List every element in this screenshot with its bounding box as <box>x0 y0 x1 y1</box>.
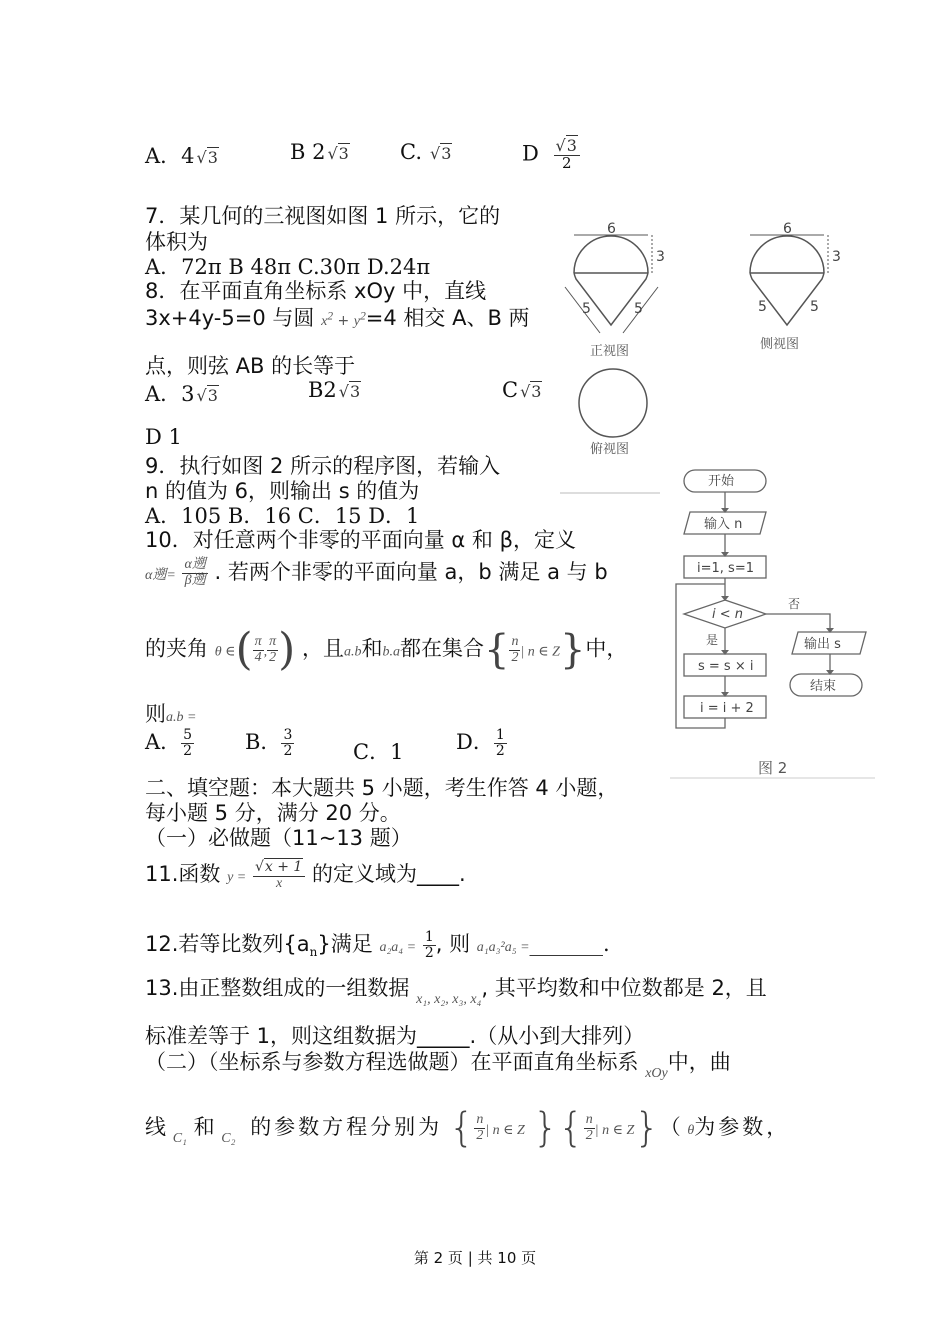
q7-line1: 7．某几何的三视图如图 1 所示，它的 <box>145 204 501 228</box>
q6-option-d: D $\frac{√3}{2}$ <box>522 138 580 172</box>
q10-definition: α遡= $\frac{\text{α遡}}{\text{β遡}}$ . 若两个非零的平面向量 a，b 满足 a 与 b <box>145 557 608 588</box>
front-view-label: 正视图 <box>590 344 630 359</box>
q10-angle-line: 的夹角 θ ∈( $\frac{\pi}{4}$ , $\frac{\pi}{2}$ ) ，且a.b和b.a都在集合{ $\frac{n}{2}$ | n ∈ Z}中， <box>145 624 628 675</box>
top-view-label: 俯视图 <box>590 442 630 457</box>
q10-option-d: D． $\frac{1}{2}$ <box>456 727 505 759</box>
fig1-dim-6-side: 6 <box>783 221 792 237</box>
q7-options: A．72π B 48π C.30π D.24π <box>145 255 431 279</box>
page-footer: 第 2 页 | 共 10 页 <box>413 1249 537 1267</box>
fig1-dim-3-side: 3 <box>832 249 841 265</box>
q10-option-b: B． $\frac{3}{2}$ <box>245 727 293 759</box>
section2-required: （一）必做题（11~13 题） <box>145 826 412 850</box>
q9-line1: 9．执行如图 2 所示的程序图，若输入 <box>145 454 501 478</box>
flow-no-label: 否 <box>788 597 801 611</box>
q8-option-b: B2 √3 <box>308 378 361 402</box>
fig1-dim-5-front-right: 5 <box>634 301 643 317</box>
fig1-dim-5-front-left: 5 <box>582 301 591 317</box>
q8-line1: 8．在平面直角坐标系 xOy 中，直线 <box>145 279 487 303</box>
q9-options: A．105 B．16 C．15 D．1 <box>145 504 420 528</box>
q8-option-d: D 1 <box>145 425 182 449</box>
q11: 11.函数 y = $\frac{√x + 1}{x}$ 的定义域为____. <box>145 858 466 891</box>
front-view-semicircle <box>574 236 648 273</box>
fig1-dim-5-side-right: 5 <box>810 299 819 315</box>
q13-line1: 13.由正整数组成的一组数据 $_{x_1, x_2, x_3, x_4}$, 其平均数和中位数都是 2，且 <box>145 976 767 1007</box>
q8-option-c: C √3 <box>502 378 542 402</box>
q13-line2: 标准差等于 1，则这组数据为_____.（从小到大排列） <box>145 1024 645 1048</box>
flow-calc-label: s = s × i <box>698 659 754 674</box>
top-view-circle <box>579 369 647 437</box>
flow-output-label: 输出 s <box>804 637 841 652</box>
flow-input-label: 输入 n <box>704 517 743 532</box>
flowchart-figure <box>670 460 880 780</box>
fig1-dim-6-front: 6 <box>607 221 616 237</box>
q12: 12.若等比数列$\{a_n\}$满足 a₂a₄ = $\frac{1}{2}$ , 则 a₁a₃²a₅ =_______. <box>145 929 610 961</box>
q10-line1: 10．对任意两个非零的平面向量 α 和 β，定义 <box>145 528 576 552</box>
q7-line2: 体积为 <box>145 230 208 254</box>
fig1-dim-5-side-left: 5 <box>758 299 767 315</box>
flow-init-label: i=1, s=1 <box>697 561 754 576</box>
flow-start-label: 开始 <box>708 474 735 489</box>
figure2-caption: 图 2 <box>758 759 788 777</box>
flow-end-label: 结束 <box>810 679 837 694</box>
q10-option-a: A． $\frac{5}{2}$ <box>145 727 193 759</box>
q10-ask: 则a.b = <box>145 702 197 726</box>
fig1-dim-3-front: 3 <box>656 249 665 265</box>
side-view-label: 侧视图 <box>760 337 800 352</box>
q8-option-a: A．3 √3 <box>145 382 218 406</box>
flow-yes-label: 是 <box>706 633 719 647</box>
section2-scoring: 每小题 5 分，满分 20 分。 <box>145 801 401 825</box>
flow-condition-label: i < n <box>712 607 744 622</box>
q8-line2: 3x+4y-5=0 与圆 $x^2 + y^2=4$ 相交 A、B 两 <box>145 306 530 330</box>
q9-line2: n 的值为 6，则输出 s 的值为 <box>145 479 420 503</box>
flow-increment-label: i = i + 2 <box>700 701 754 716</box>
q6-option-a: A．4 √3 <box>145 144 218 168</box>
section2-heading: 二、填空题：本大题共 5 小题，考生作答 4 小题， <box>145 776 619 800</box>
q8-line3: 点，则弦 AB 的长等于 <box>145 354 356 378</box>
optional-line2: 线 $_{C_1}$ 和 $_{C_2}$ 的参数方程分别为 { $\frac{n}{2}$ | n ∈ Z }{ $\frac{n}{2}$ | n ∈ Z}（ θ为参数， <box>145 1105 791 1151</box>
optional-line1: （二）（坐标系与参数方程选做题）在平面直角坐标系 $_{xOy}$中，曲 <box>145 1050 731 1081</box>
q6-option-b: B 2 √3 <box>290 140 349 164</box>
q6-option-c: C. √3 <box>400 140 452 164</box>
q10-option-c: C．1 <box>353 740 404 764</box>
